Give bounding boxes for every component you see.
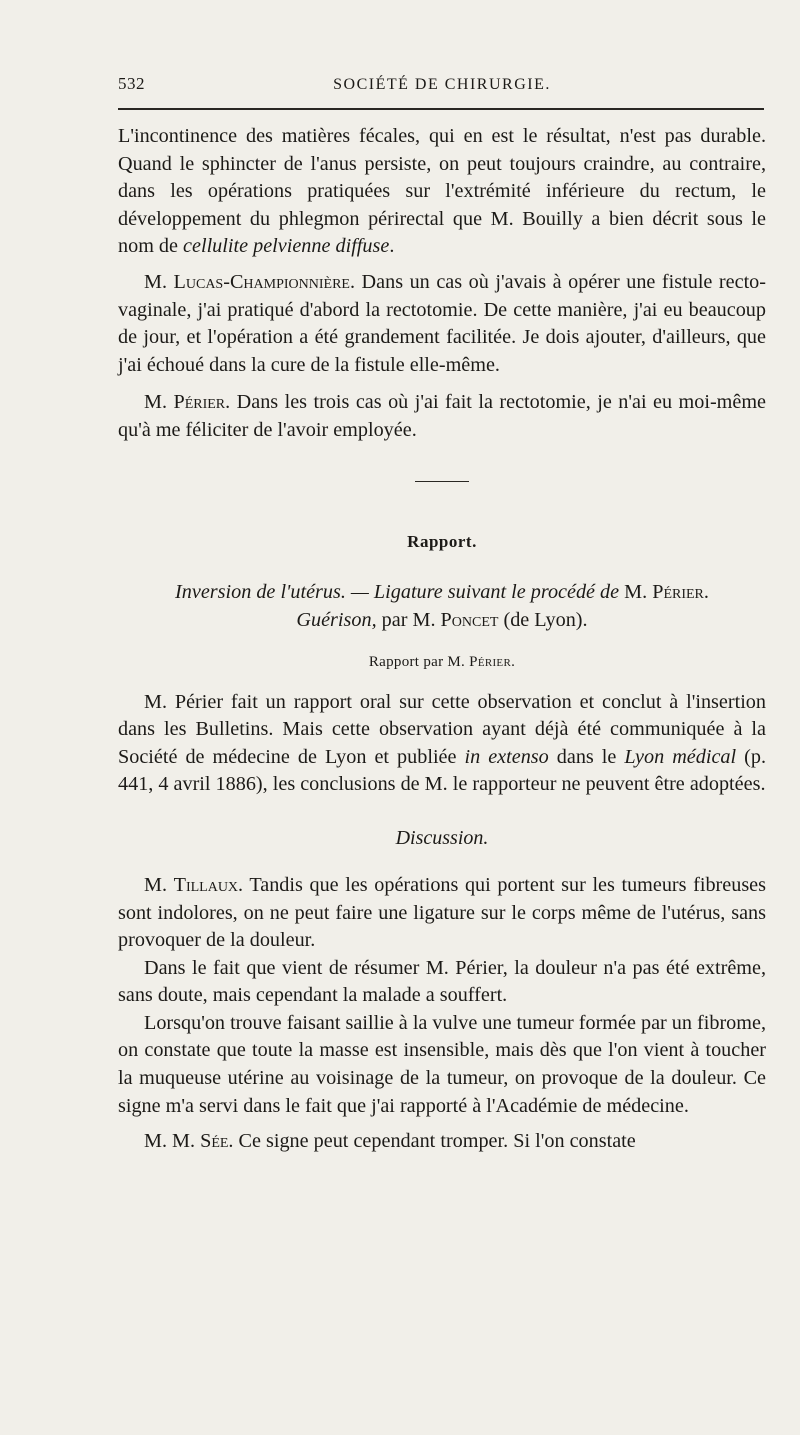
book-page [118,70,766,1156]
paragraph-tillaux: M. Tillaux. Tandis que les opérations qui portent sur les tumeurs fibreuses sont indolores, on ne peut faire une ligature sur le corps même de l'utérus, sans provoquer de la douleur. [118,873,766,952]
paragraph-fibrome: Lorsqu'on trouve faisant saillie à la vulve une tumeur formée par un fibrome, on constate que toute la masse est insensible, mais dès que l'on vient à toucher la muqueuse utérine au voisinage de la tumeur, on provoque de la douleur. Ce signe m'a servi dans le fait que j'ai rapporté à l'Académie de médecine. [118,1011,766,1117]
speaker-tillaux: Tillaux. [173,873,244,896]
article-title: Inversion de l'utérus. — Ligature suivant le procédé de M. Périer. [175,580,709,603]
running-head [118,70,766,100]
speaker-lucas-championniere: M. Lucas-Championnière. [144,270,356,293]
term-cellulite: cellulite pelvienne diffuse [183,235,390,258]
speaker-see: Sée. [200,1130,234,1153]
article-subtitle: Guérison, par M. Poncet (de Lyon). [296,608,588,631]
report-byline: Rapport par M. Périer. [368,653,516,670]
page-number: 532 [118,74,145,93]
paragraph-douleur: Dans le fait que vient de résumer M. Périer, la douleur n'a pas été extrême, sans doute, mais cependant la malade a souffert. [118,956,766,1007]
paragraph-perier: M. Périer. Dans les trois cas où j'ai fait la rectotomie, je n'ai eu moi-même qu'à me féliciter de l'avoir employée. [118,391,767,441]
speaker-perier: Périer. [173,391,231,414]
section-separator [415,481,469,482]
paragraph-see: M. M. Sée. Ce signe peut cependant tromper. Si l'on constate [144,1130,636,1153]
paragraph-incontinence: L'incontinence des matières fécales, qui en est le résultat, n'est pas durable. Quand le sphincter de l'anus persiste, on peut toujours craindre, au contraire, dans les opérations pratiquées sur l'extrémité inférieure du rectum, le développement du phlegmon périrectal que M. Bouilly a bien décrit sous le nom de cellulite pelvienne diffuse. [118,125,766,258]
discussion-title: Discussion. [395,826,489,849]
section-title-rapport: Rapport. [407,531,477,551]
running-title: SOCIÉTÉ DE CHIRURGIE. [333,76,551,93]
paragraph-report: M. Périer fait un rapport oral sur cette observation et conclut à l'insertion dans les Bulletins. Mais cette observation ayant déjà été communiquée à la Société de médecine de Lyon et publiée in extenso dans le Lyon médical (p. 441, 4 avril 1886), les conclusions de M. le rapporteur ne peuvent être adoptées. [118,690,766,796]
paragraph-lucas-championniere: M. Lucas-Championnière. Dans un cas où j'avais à opérer une fistule recto-vaginale, j'ai pratiqué d'abord la rectotomie. De cette manière, j'ai eu beaucoup de jour, et l'opération a été grandement facilitée. Je dois ajouter, d'ailleurs, que j'ai échoué dans la cure de la fistule elle-même. [118,270,766,376]
header-rule [118,108,764,110]
